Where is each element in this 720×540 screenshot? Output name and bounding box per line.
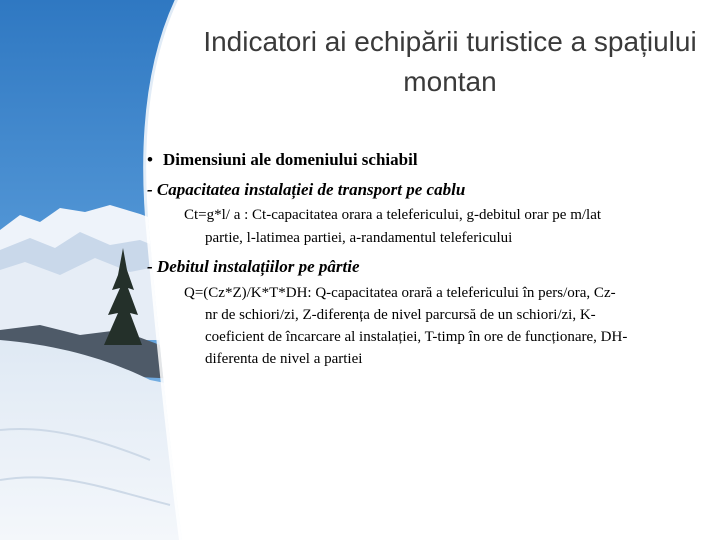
section2-formula-line-2: nr de schiori/zi, Z-diferența de nivel parcursă de un schiori/zi, K- <box>205 307 596 323</box>
section2-formula-line-1: Q=(Cz*Z)/K*T*DH: Q-capacitatea orară a telefericului în pers/ora, Cz- <box>184 285 616 301</box>
section1-heading: - Capacitatea instalației de transport pe cablu <box>147 180 466 199</box>
bullet-heading-text: Dimensiuni ale domeniului schiabil <box>162 150 418 169</box>
title-line-1: Indicatori ai echipării turistice a spațiului <box>203 26 697 57</box>
section2-heading: - Debitul instalațiilor pe pârtie <box>147 257 360 276</box>
section1-formula-line-1: Ct=g*l/ a : Ct-capacitatea orara a telefericului, g-debitul orar pe m/lat <box>184 207 602 223</box>
section2-formula-line-3: coeficient de încarcare al instalației, T-timp în ore de funcționare, DH- <box>205 329 628 345</box>
bullet-icon: • <box>147 150 153 169</box>
bullet-heading <box>147 150 418 170</box>
section1-formula-line-2: partie, l-latimea partiei, a-randamentul telefericului <box>205 230 513 246</box>
section2-formula-line-4: diferenta de nivel a partiei <box>205 351 363 367</box>
title-line-2: montan <box>403 66 497 97</box>
